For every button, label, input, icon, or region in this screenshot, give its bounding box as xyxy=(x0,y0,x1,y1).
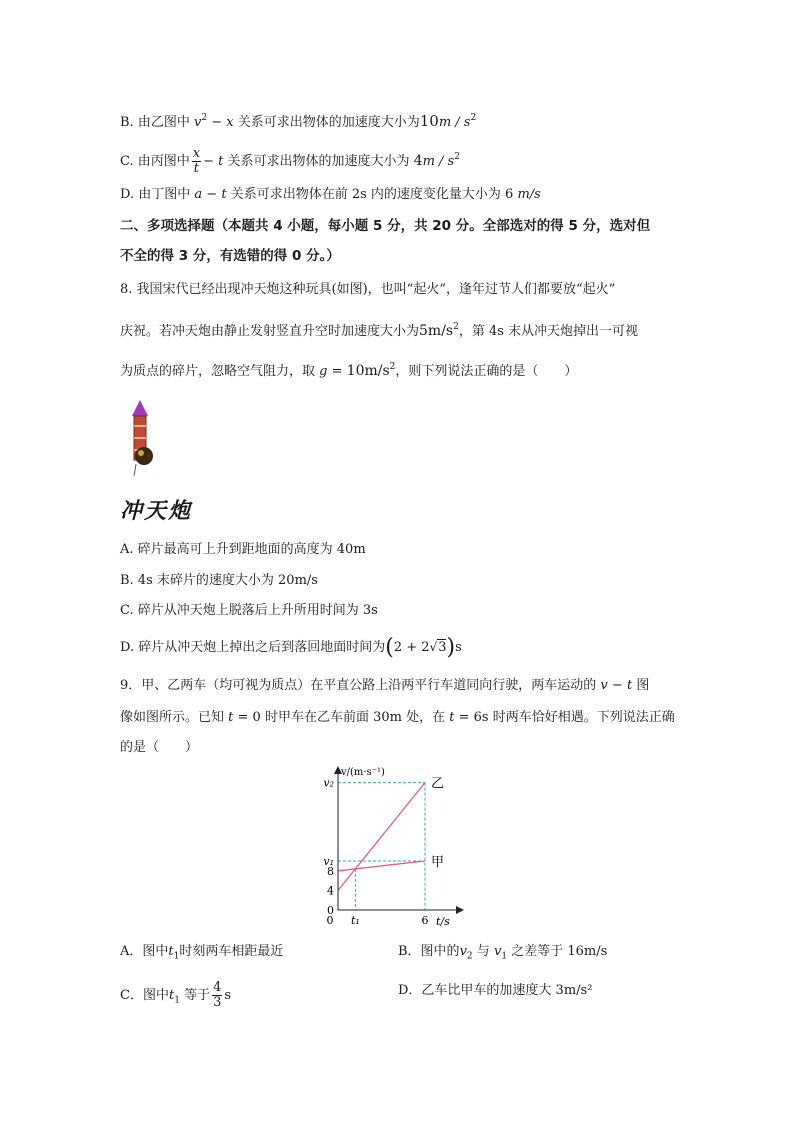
q9-option-b: B．图中的$v_2$ 与 $v_1$ 之差等于 16m/s xyxy=(398,944,608,962)
section-heading-cont: 不全的得 3 分，有选错的得 0 分。） xyxy=(120,248,340,264)
section-heading: 二、多项选择题（本题共 4 小题，每小题 5 分，共 20 分。全部选对的得 5 分，选对但 xyxy=(120,218,651,234)
q8-stem-line3: 为质点的碎片，忽略空气阻力，取 $g = 10m/s^2$，则下列说法正确的是（ ） xyxy=(120,362,578,379)
q9-option-d: D．乙车比甲车的加速度大 3m/s² xyxy=(398,983,593,998)
y-tick-label: v₂ xyxy=(323,776,334,790)
y-tick-label: 0 xyxy=(327,904,334,917)
firecracker-caption: 冲天炮 xyxy=(120,499,193,524)
y-tick-label: 8 xyxy=(327,864,334,878)
y-axis-label: v/(m·s⁻¹) xyxy=(341,767,385,778)
q7-option-c: C. 由丙图中 $\frac{x}{t}$ − t 关系可求出物体的加速度大小为 $4m / s^2$ xyxy=(120,146,460,176)
series-label-yi: 乙 xyxy=(431,776,445,792)
q7-option-d: D. 由丁图中 a − t 关系可求出物体在前 2s 内的速度变化量大小为 6 m/s xyxy=(120,187,541,202)
q8-option-c: C. 碎片从冲天炮上脱落后上升所用时间为 3s xyxy=(120,603,378,618)
q8-option-a: A. 碎片最高可上升到距地面的高度为 40m xyxy=(120,542,366,557)
q8-stem-line1: 8. 我国宋代已经出现冲天炮这种玩具(如图)，也叫“起火”，逢年过节人们都要放“起火” xyxy=(120,282,616,297)
series-line-jia xyxy=(338,861,425,871)
q9-stem-line3: 的是（ ） xyxy=(120,740,199,755)
q9-stem-line2: 像如图所示。已知 t = 0 时甲车在乙车前面 30m 处，在 t = 6s 时两车恰好相遇。下列说法正确 xyxy=(120,710,675,725)
x-tick-label: 0 xyxy=(326,914,334,927)
x-axis-label: t/s xyxy=(436,915,450,928)
firecracker-ball-icon xyxy=(135,447,153,465)
firecracker-tip-icon xyxy=(132,400,148,416)
series-line-yi xyxy=(338,783,425,891)
q9-option-a: A．图中$t_1$时刻两车相距最近 xyxy=(120,944,284,962)
q8-option-b: B. 4s 末碎片的速度大小为 20m/s xyxy=(120,573,318,588)
y-tick-label: v₁ xyxy=(323,855,334,868)
q8-stem-line2: 庆祝。若冲天炮由静止发射竖直升空时加速度大小为$5m/s^2$，第 4s 末从冲天炮掉出一可视 xyxy=(120,322,639,339)
vt-chart xyxy=(310,762,490,932)
x-tick-label: 6 xyxy=(421,914,429,927)
x-tick-label: t₁ xyxy=(350,914,360,927)
q8-option-d: D. 碎片从冲天炮上掉出之后到落回地面时间为(2 + 2√3)s xyxy=(120,635,462,660)
q7-option-b: B. 由乙图中 $v^2 - x$ 关系可求出物体的加速度大小为$10m / s^2$ xyxy=(120,112,477,130)
q9-option-c: C．图中$t_1$ 等于 $\frac{4}{3}$ s xyxy=(120,980,232,1010)
series-label-jia: 甲 xyxy=(431,855,445,870)
q9-stem-line1: 9．甲、乙两车（均可视为质点）在平直公路上沿两平行车道同向行驶，两车运动的 v − t 图 xyxy=(120,678,650,693)
y-tick-label: 4 xyxy=(327,884,334,898)
